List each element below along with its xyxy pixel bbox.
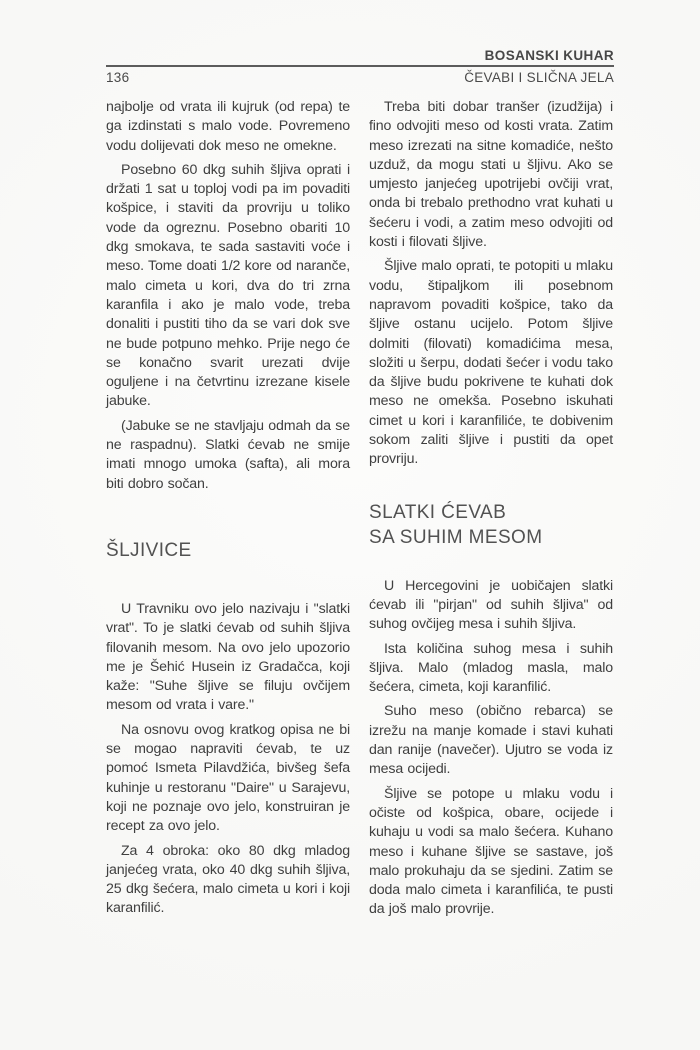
book-page (106, 48, 614, 925)
paragraph: Ista količina suhog mesa i suhih šljiva. Malo (mladog masla, malo šećera, cimeta, koji karanfilić. (369, 640, 613, 696)
paragraph: Suho meso (obično rebarca) se izrežu na manje komade i stavi kuhati dan ranije (navečer). Ujutro se voda iz mesa ocijedi. (369, 703, 613, 778)
chapter-title: ČEVABI I SLIČNA JELA (464, 70, 614, 85)
left-column (106, 98, 350, 925)
paragraph: Treba biti dobar tranšer (izudžija) i fino odvojiti meso od kosti vrata. Zatim meso izrezati na sitne komadiće, nešto uzduž, da mogu stati u šljivu. Ako se umjesto janjećeg upotrijebi ovčiji vrat, onda bi trebalo prethodno vrat kuhati u šećeru i vodi, a zatim meso odvojiti od kosti i filovati šljive. (369, 99, 613, 251)
paragraph: Šljive se potope u mlaku vodu i očiste od košpica, obare, ocijede i kuhaju u vodi sa malo šećera. Kuhano meso i kuhane šljive se sastave, još malo prokuhaju da se sjedini. Zatim se doda malo cimeta i karanfilića, te pusti da još malo provrije. (369, 785, 613, 918)
running-header (106, 70, 614, 85)
paragraph: Za 4 obroka: oko 80 dkg mladog janjećeg vrata, oko 40 dkg suhih šljiva, 25 dkg šećera, malo cimeta u kori i koji karanfilić. (106, 842, 350, 917)
paragraph: (Jabuke se ne stavljaju odmah da se ne raspadnu). Slatki ćevab ne smije imati mnogo umoka (safta), ali mora biti dobro sočan. (106, 417, 350, 492)
page-number: 136 (106, 70, 130, 85)
section-heading-line1: SLATKI ĆEVAB (369, 501, 507, 523)
book-title: BOSANSKI KUHAR (106, 48, 614, 67)
paragraph: U Hercegovini je uobičajen slatki ćevab ili "pirjan" od suhih šljiva" od suhog ovčijeg mesa i suhih šljiva. (369, 577, 613, 633)
paragraph: U Travniku ovo jelo nazivaju i "slatki vrat". To je slatki ćevab od suhih šljiva filovanih mesom. Na ovo jelo upozorio me je Šehić Husein iz Gradačca, koji kaže: "Suhe šljive se filuju ovčijem mesom od vrata i vare." (106, 600, 350, 714)
paragraph: Posebno 60 dkg suhih šljiva oprati i držati 1 sat u toploj vodi pa im povaditi košpice, i staviti da provriju u toliko vode da ogreznu. Posebno obariti 10 dkg smokava, te sada sastaviti voće i meso. Tome doati 1/2 kore od naranče, malo cimeta u kori, dva do tri zrna karanfila i ako je malo vode, treba donaliti i pustiti tiho da se vari dok sve ne bude potpuno mehko. Prije nego će se konačno svarit urezati dvije oguljene i na četvrtinu izrezane kisele jabuke. (106, 161, 350, 410)
section-heading-slatki-cevab (369, 500, 613, 550)
text-columns (106, 98, 614, 925)
section-heading-sljivice: ŠLJIVICE (106, 539, 192, 561)
section-heading-line2: SA SUHIM MESOM (369, 526, 543, 548)
paragraph: najbolje od vrata ili kujruk (od repa) te ga izdinstati s malo vode. Povremeno vodu dolijevati dok meso ne omekne. (106, 99, 350, 154)
right-column (369, 98, 613, 925)
paragraph: Na osnovu ovog kratkog opisa ne bi se mogao napraviti ćevab, te uz pomoć Ismeta Pilavdžića, bivšeg šefa kuhinje u restoranu "Daire" u Sarajevu, koji ne poznaje ovo jelo, konstruiran je recept za ovo jelo. (106, 721, 350, 835)
paragraph: Šljive malo oprati, te potopiti u mlaku vodu, štipaljkom ili posebnom napravom povaditi košpice, tako da šljive ostanu ucijelo. Potom šljive dolmiti (filovati) komadićima mesa, složiti u šerpu, dodati šećer i vodu tako da šljive budu pokrivene te kuhati dok meso ne omekša. Posebno iskuhati cimet u kori i karanfiliće, te dobivenim sokom zaliti šljive i pustiti da opet provriju. (369, 258, 613, 468)
